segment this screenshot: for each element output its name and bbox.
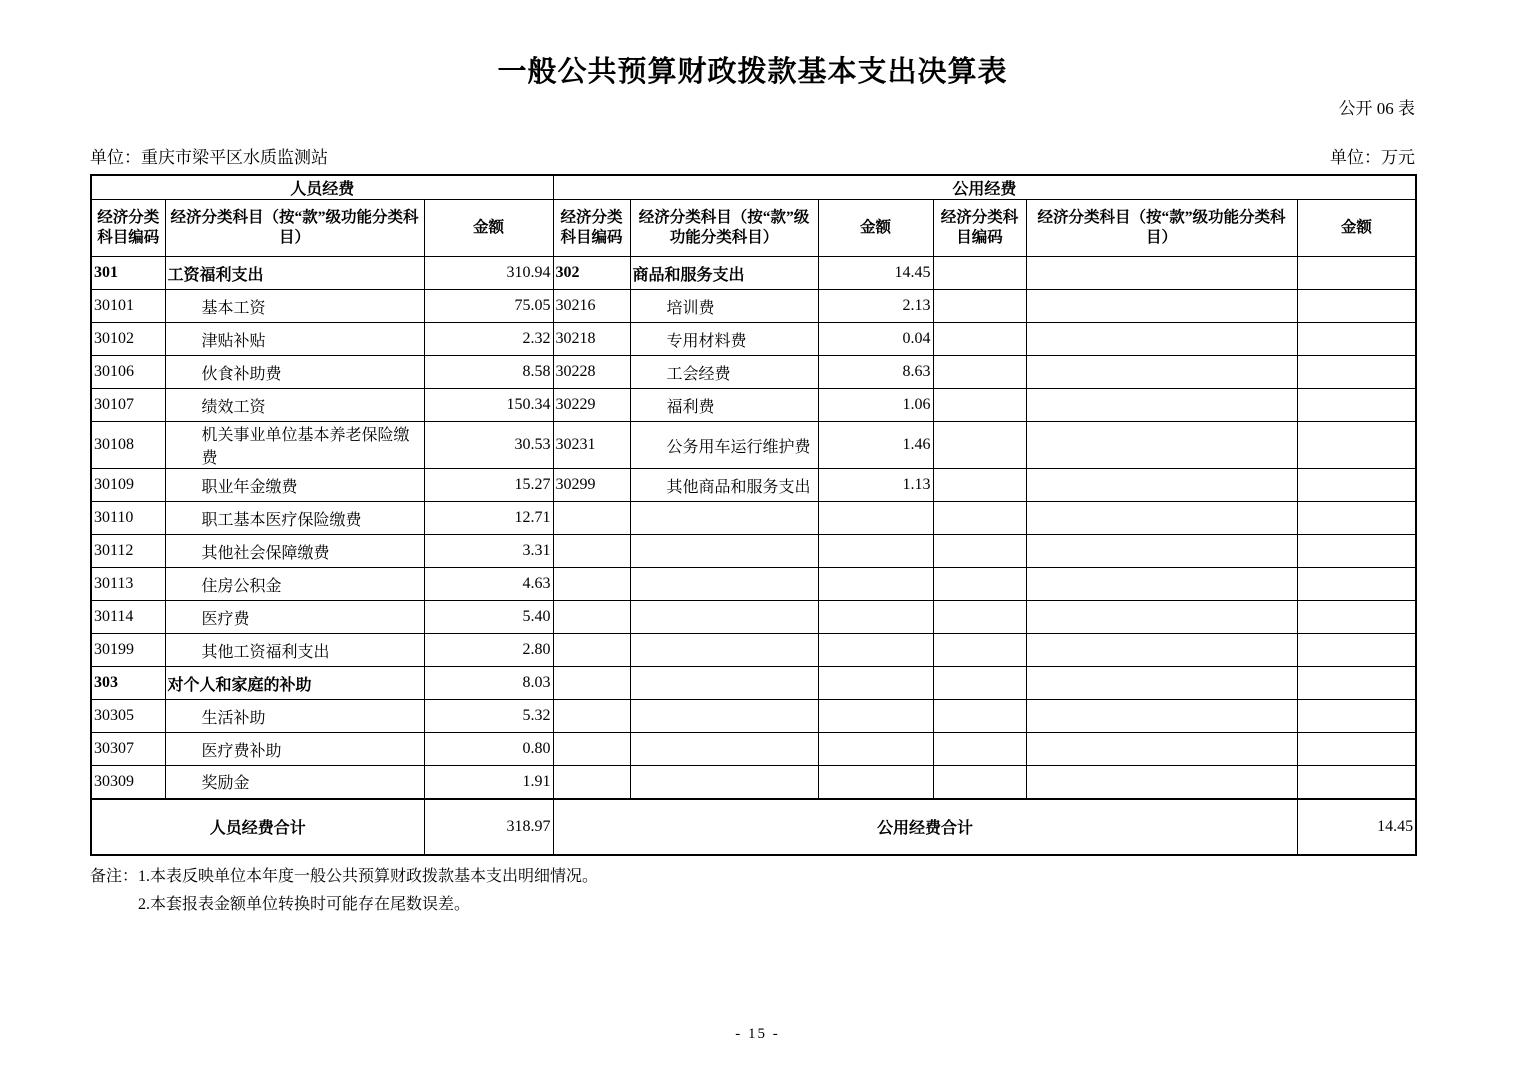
code-cell: 30307 [91,733,165,766]
subject-cell: 工资福利支出 [165,257,424,290]
group-header-row [91,175,1416,200]
subject-cell [1026,422,1297,469]
subject-cell: 培训费 [630,290,818,323]
table-row [91,502,1416,535]
table-row [91,257,1416,290]
subject-cell: 职工基本医疗保险缴费 [165,502,424,535]
amount-cell [1297,389,1416,422]
amount-cell: 3.31 [424,535,553,568]
subject-cell [1026,535,1297,568]
table-row [91,634,1416,667]
subject-cell [1026,389,1297,422]
subject-cell [1026,766,1297,799]
subject-cell: 其他社会保障缴费 [165,535,424,568]
code-cell [933,290,1026,323]
amount-cell [1297,356,1416,389]
amount-cell: 5.40 [424,601,553,634]
amount-cell [818,568,933,601]
amount-cell [1297,323,1416,356]
code-cell [933,323,1026,356]
subject-cell [630,601,818,634]
subject-cell [1026,634,1297,667]
subject-cell [630,766,818,799]
code-cell: 303 [91,667,165,700]
subject-cell: 医疗费 [165,601,424,634]
subject-cell: 公务用车运行维护费 [630,422,818,469]
subject-cell [630,634,818,667]
public-total-amount: 14.45 [1297,799,1416,855]
table-row [91,568,1416,601]
amount-cell [1297,733,1416,766]
code-cell [933,356,1026,389]
page-number: - 15 - [735,1026,780,1042]
code-cell: 30112 [91,535,165,568]
code-cell [553,502,630,535]
table-row [91,601,1416,634]
code-cell [933,700,1026,733]
unit-row [90,147,1415,169]
code-cell: 302 [553,257,630,290]
subject-cell: 其他商品和服务支出 [630,469,818,502]
code-cell [933,422,1026,469]
amount-cell: 4.63 [424,568,553,601]
code-cell: 301 [91,257,165,290]
subject-cell: 其他工资福利支出 [165,634,424,667]
subject-cell: 商品和服务支出 [630,257,818,290]
amount-cell [818,766,933,799]
code-cell [933,535,1026,568]
amount-cell [1297,667,1416,700]
amount-cell [1297,700,1416,733]
amount-cell: 2.80 [424,634,553,667]
col-header-subject-2: 经济分类科目（按“款”级功能分类科目） [630,200,818,257]
code-cell: 30114 [91,601,165,634]
subject-cell [1026,568,1297,601]
code-cell: 30199 [91,634,165,667]
amount-cell [1297,601,1416,634]
code-cell: 30299 [553,469,630,502]
subject-cell [630,733,818,766]
subject-cell: 机关事业单位基本养老保险缴费 [165,422,424,469]
note-line-1: 1.本表反映单位本年度一般公共预算财政拨款基本支出明细情况。 [138,867,599,885]
code-cell: 30109 [91,469,165,502]
amount-cell: 30.53 [424,422,553,469]
code-cell [553,700,630,733]
table-row [91,469,1416,502]
subject-cell [1026,356,1297,389]
amount-cell [818,502,933,535]
subject-cell [1026,290,1297,323]
col-header-code-3: 经济分类科目编码 [933,200,1026,257]
subject-cell [1026,323,1297,356]
subject-cell: 生活补助 [165,700,424,733]
subject-cell: 福利费 [630,389,818,422]
col-header-subject-1: 经济分类科目（按“款”级功能分类科目） [165,200,424,257]
code-cell: 30106 [91,356,165,389]
subject-cell: 绩效工资 [165,389,424,422]
group-header-public: 公用经费 [553,175,1416,200]
subject-cell: 对个人和家庭的补助 [165,667,424,700]
subject-cell: 住房公积金 [165,568,424,601]
code-cell: 30107 [91,389,165,422]
table-row [91,290,1416,323]
unit-name-label: 单位：重庆市梁平区水质监测站 [90,148,328,167]
amount-cell [818,634,933,667]
code-cell [933,601,1026,634]
table-row [91,667,1416,700]
code-cell [553,634,630,667]
amount-cell [818,733,933,766]
subject-cell [1026,700,1297,733]
amount-cell: 1.06 [818,389,933,422]
code-cell: 30228 [553,356,630,389]
amount-cell [1297,634,1416,667]
personnel-total-label: 人员经费合计 [91,799,424,855]
table-row [91,766,1416,799]
code-cell: 30113 [91,568,165,601]
amount-cell: 1.46 [818,422,933,469]
notes-label: 备注： [90,867,139,885]
amount-cell: 2.32 [424,323,553,356]
amount-cell [1297,535,1416,568]
table-row [91,733,1416,766]
subject-cell [1026,502,1297,535]
code-cell: 30101 [91,290,165,323]
amount-cell [1297,568,1416,601]
col-header-subject-3: 经济分类科目（按“款”级功能分类科目） [1026,200,1297,257]
amount-cell: 12.71 [424,502,553,535]
code-cell: 30229 [553,389,630,422]
subject-cell: 工会经费 [630,356,818,389]
amount-cell: 150.34 [424,389,553,422]
code-cell [933,469,1026,502]
page-title: 一般公共预算财政拨款基本支出决算表 [497,56,1008,88]
code-cell: 30108 [91,422,165,469]
basic-expenditure-table [90,174,1417,856]
subject-cell [1026,601,1297,634]
doc-code-label: 公开 06 表 [1338,99,1415,118]
table-row [91,535,1416,568]
code-cell [933,634,1026,667]
notes-block [90,863,1415,919]
code-cell [933,667,1026,700]
public-total-label: 公用经费合计 [553,799,1297,855]
code-cell [553,766,630,799]
amount-cell: 8.63 [818,356,933,389]
subject-cell: 津贴补贴 [165,323,424,356]
subject-cell [630,667,818,700]
amount-cell: 5.32 [424,700,553,733]
code-cell: 30305 [91,700,165,733]
amount-cell [1297,290,1416,323]
col-header-code-1: 经济分类科目编码 [91,200,165,257]
code-cell: 30218 [553,323,630,356]
amount-cell: 8.58 [424,356,553,389]
total-row [91,799,1416,855]
table-row [91,700,1416,733]
subject-cell [1026,257,1297,290]
code-cell: 30102 [91,323,165,356]
code-cell [553,733,630,766]
amount-cell: 0.04 [818,323,933,356]
col-header-amount-2: 金额 [818,200,933,257]
table-row [91,389,1416,422]
code-cell [933,502,1026,535]
code-cell: 30216 [553,290,630,323]
subject-cell: 专用材料费 [630,323,818,356]
subject-cell [630,535,818,568]
table-row [91,422,1416,469]
code-cell [553,535,630,568]
amount-cell: 310.94 [424,257,553,290]
amount-cell [1297,469,1416,502]
amount-cell [1297,766,1416,799]
code-cell [553,601,630,634]
table-row [91,323,1416,356]
code-cell [933,766,1026,799]
code-cell [933,389,1026,422]
code-cell [933,257,1026,290]
amount-cell: 0.80 [424,733,553,766]
personnel-total-amount: 318.97 [424,799,553,855]
amount-cell: 14.45 [818,257,933,290]
amount-cell: 15.27 [424,469,553,502]
amount-cell: 1.91 [424,766,553,799]
col-header-amount-1: 金额 [424,200,553,257]
amount-cell [818,601,933,634]
amount-cell [818,700,933,733]
column-header-row [91,200,1416,257]
subject-cell [630,568,818,601]
subject-cell: 职业年金缴费 [165,469,424,502]
amount-cell: 75.05 [424,290,553,323]
amount-cell [818,667,933,700]
code-cell: 30231 [553,422,630,469]
code-cell: 30309 [91,766,165,799]
amount-cell [818,535,933,568]
notes-lines [138,863,598,919]
subject-cell [630,700,818,733]
code-cell [553,568,630,601]
code-cell [933,733,1026,766]
table-row [91,356,1416,389]
amount-cell [1297,502,1416,535]
group-header-personnel: 人员经费 [91,175,553,200]
amount-cell: 8.03 [424,667,553,700]
col-header-code-2: 经济分类科目编码 [553,200,630,257]
code-cell [553,667,630,700]
amount-cell: 1.13 [818,469,933,502]
amount-cell [1297,422,1416,469]
note-line-2: 2.本套报表金额单位转换时可能存在尾数误差。 [138,895,471,913]
subject-cell [630,502,818,535]
subject-cell [1026,469,1297,502]
subject-cell [1026,733,1297,766]
code-cell [933,568,1026,601]
amount-cell: 2.13 [818,290,933,323]
subject-cell: 基本工资 [165,290,424,323]
subject-cell: 伙食补助费 [165,356,424,389]
unit-currency-label: 单位：万元 [1330,148,1415,167]
code-cell: 30110 [91,502,165,535]
subject-cell: 奖励金 [165,766,424,799]
subject-cell [1026,667,1297,700]
subject-cell: 医疗费补助 [165,733,424,766]
amount-cell [1297,257,1416,290]
col-header-amount-3: 金额 [1297,200,1416,257]
